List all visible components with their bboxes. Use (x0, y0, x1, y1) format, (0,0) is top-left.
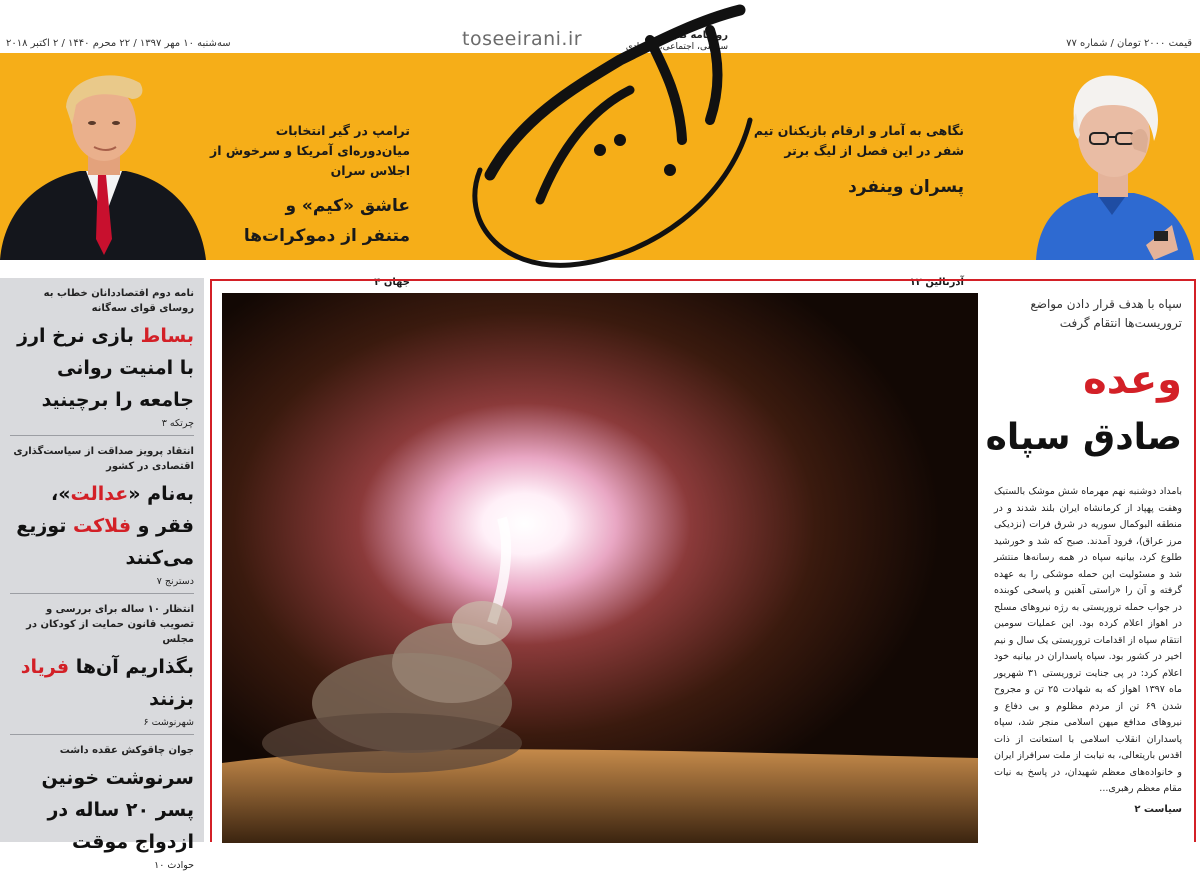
sidebar-story-3[interactable] (10, 594, 194, 735)
lead-kicker: سپاه با هدف قرار دادن مواضع تروریست‌ها انتقام گرفت (1030, 297, 1182, 330)
sidebar-story-2[interactable] (10, 436, 194, 594)
sports-kicker: نگاهی به آمار و ارقام بازیکنان تیم شفر در این فصل از لیگ برتر (753, 123, 964, 158)
story-2-page: دسترنج ۷ (156, 576, 194, 587)
world-headline-2[interactable]: متنفر از دموکرات‌ها (243, 226, 410, 246)
coach-portrait (1026, 75, 1198, 260)
price-issue: قیمت ۲۰۰۰ تومان / شماره ۷۷ (1066, 38, 1192, 49)
masthead-logo (420, 0, 780, 280)
world-page: جهان ۴ (374, 277, 410, 288)
story-4-page: حوادث ۱۰ (154, 860, 194, 871)
story-3-page: شهرنوشت ۶ (143, 717, 194, 728)
story-1-kicker: نامه دوم اقتصاددانان خطاب به روسای قوای سه‌گانه (43, 288, 194, 314)
trump-portrait (0, 69, 206, 260)
paper-kind: روزنامه صبح (666, 30, 728, 41)
world-kicker: ترامپ در گیر انتخابات میان‌دوره‌ای آمریکا و سرخوش از اجلاس سران (210, 123, 410, 178)
story-1-page: چرتکه ۳ (161, 418, 194, 429)
story-2-headline[interactable]: به‌نام «عدالت»، فقر و فلاکت توزیع می‌کنند (16, 483, 194, 569)
paper-subkind: سیاسی، اجتماعی، اقتصادی (625, 42, 728, 52)
lead-headline-red[interactable]: وعده (1083, 357, 1182, 403)
world-headline-1[interactable]: عاشق «کیم» و (285, 196, 410, 216)
story-3-kicker: انتظار ۱۰ ساله برای بررسی و تصویب قانون حمایت از کودکان در مجلس (26, 604, 194, 645)
world-teaser[interactable] (210, 121, 410, 288)
news-sidebar (0, 278, 204, 871)
story-4-kicker: جوان چاقوکش عقده داشت (59, 745, 194, 756)
lead-headline-black[interactable]: صادق سپاه (985, 417, 1182, 458)
lead-story[interactable] (982, 295, 1182, 815)
story-4-headline[interactable]: سرنوشت خونین پسر ۲۰ ساله در ازدواج موقت (41, 767, 194, 853)
story-3-headline[interactable]: بگذاریم آن‌ها فریاد بزنند (20, 656, 194, 710)
date-line: سه‌شنبه ۱۰ مهر ۱۳۹۷ / ۲۲ محرم ۱۴۴۰ / ۲ اکتبر ۲۰۱۸ (6, 38, 231, 49)
sports-page: آدرنالین ۱۲ (909, 277, 964, 288)
story-2-kicker: انتقاد پرویز صداقت از سیاست‌گذاری اقتصادی در کشور (13, 446, 194, 472)
missile-launch-photo[interactable] (222, 293, 978, 843)
lead-page: سیاست ۲ (1134, 803, 1182, 815)
lead-body: بامداد دوشنبه نهم مهرماه شش موشک بالستیک وهفت پهپاد از کرمانشاه ایران بلند شدند و در منطقه البوکمال سوریه در شرق فرات (نزدیکی مرز عراق)، فرود آمدند. صبح که شد و خورشید طلوع کرد، بیانیه سپاه در همه رسانه‌ها منتشر شد و مسئولیت این حمله موشکی را به عهده گرفته و آن را «راستی آهنین و پاسخی کوبنده در جواب حمله تروریستی به رژه نیروهای مسلح در اهواز اعلام کرده بود. این عملیات سومین انتقام سپاه از اقدامات تروریستی یک سال و نیم اخیر در کشور بود. سپاه پاسداران در بیانیه خود اعلام کرد: در پی جنایت تروریستی ۳۱ شهریور ماه ۱۳۹۷ اهواز که به شهادت ۲۵ تن و مجروح شدن ۶۹ تن از مردم مظلوم و بی دفاع و نیروهای مدافع میهن اسلامی منجر شد، سپاه پاسداران انقلاب اسلامی با استعانت از ذات اقدس باریتعالی، به نیابت از ملت سرافراز ایران و خانواده‌های معظم شهیدان، در پاسخ به نیات مقام معظم رهبری... (994, 486, 1183, 794)
sidebar-story-1[interactable] (10, 278, 194, 436)
main-story-box (210, 279, 1196, 842)
sports-headline[interactable]: پسران وینفرد (848, 177, 964, 197)
story-1-headline[interactable]: بساط بازی نرخ ارز با امنیت روانی جامعه را برچینید (17, 325, 194, 411)
sidebar-story-4[interactable] (10, 735, 194, 877)
site-url[interactable]: toseeirani.ir (462, 28, 583, 50)
